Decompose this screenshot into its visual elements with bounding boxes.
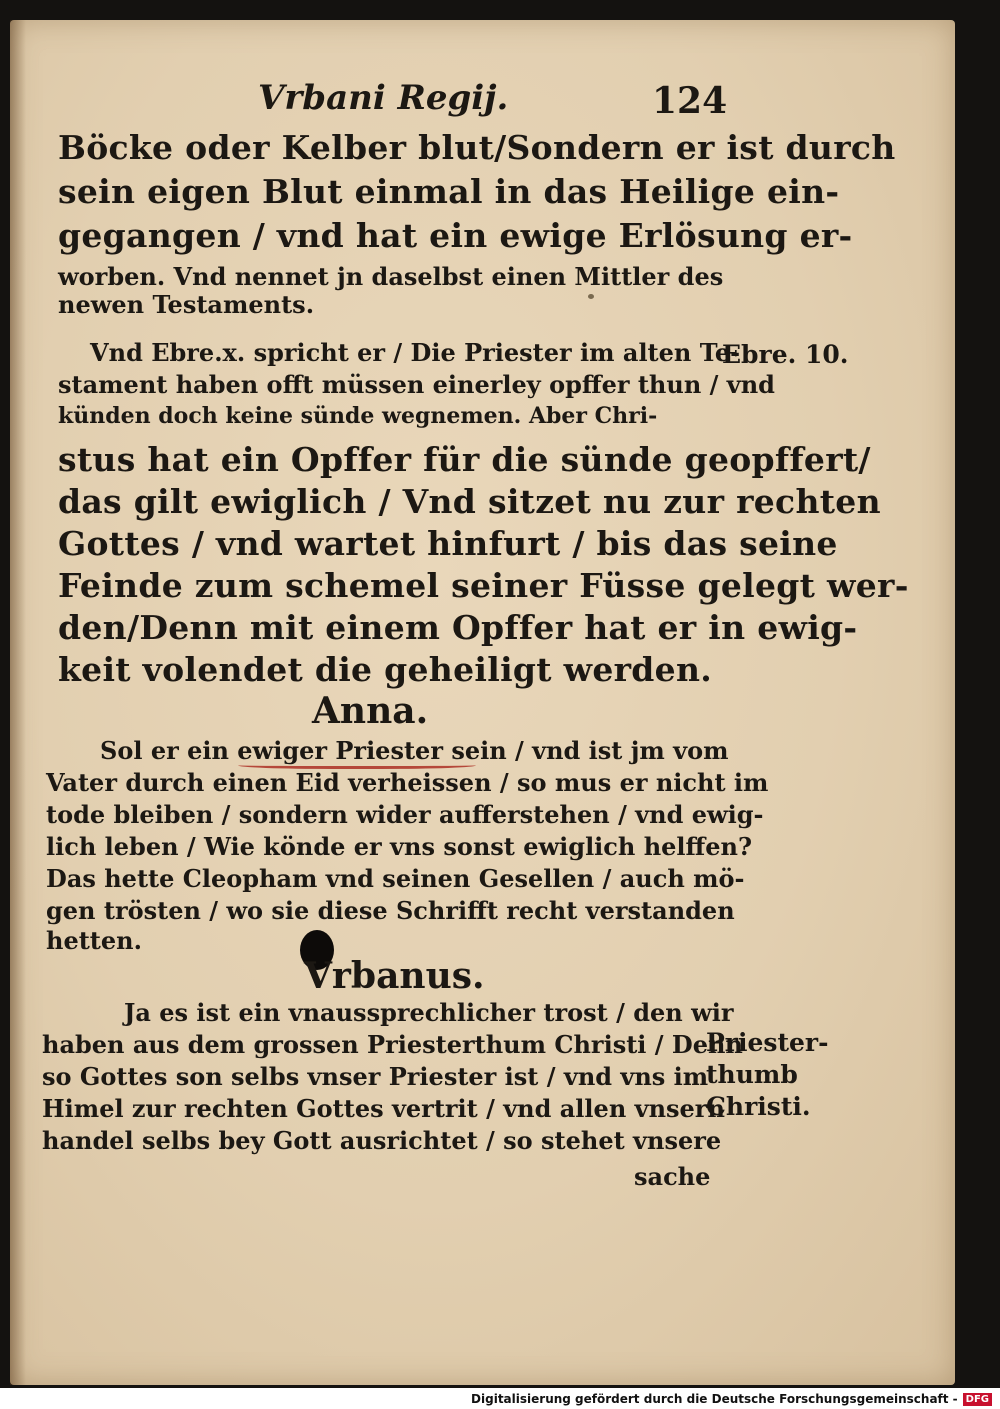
body-line: stus hat ein Opffer für die sünde geopffert/ bbox=[58, 440, 871, 479]
urbanus-line: haben aus dem grossen Priesterthum Christi / Denn bbox=[42, 1030, 743, 1059]
anna-line: Vater durch einen Eid verheissen / so mus er nicht im bbox=[46, 768, 769, 797]
heading-urbanus: Vrbanus. bbox=[304, 955, 485, 997]
anna-line: gen trösten / wo sie diese Schrifft recht verstanden bbox=[46, 896, 735, 925]
margin-note-priesterthumb: Priester- bbox=[706, 1028, 829, 1057]
page-number: 124 bbox=[652, 80, 728, 122]
body-line: Böcke oder Kelber blut/Sondern er ist durch bbox=[58, 128, 896, 167]
urbanus-line: Ja es ist ein vnaussprechlicher trost / den wir bbox=[124, 998, 734, 1027]
anna-line: hetten. bbox=[46, 926, 142, 955]
body-line: Feinde zum schemel seiner Füsse gelegt wer- bbox=[58, 566, 909, 605]
urbanus-line: so Gottes son selbs vnser Priester ist / vnd vns im bbox=[42, 1062, 709, 1091]
body-line: keit volendet die geheiligt werden. bbox=[58, 650, 713, 689]
margin-note-ebre: Ebre. 10. bbox=[722, 340, 849, 369]
urbanus-line: Himel zur rechten Gottes vertrit / vnd allen vnsern bbox=[42, 1094, 725, 1123]
paper-speck bbox=[588, 294, 594, 299]
anna-line: Sol er ein ewiger Priester sein / vnd ist jm vom bbox=[100, 736, 729, 765]
footer-credit-text: Digitalisierung gefördert durch die Deutsche Forschungsgemeinschaft - bbox=[471, 1392, 958, 1406]
body-line: Gottes / vnd wartet hinfurt / bis das seine bbox=[58, 524, 838, 563]
body-line: künden doch keine sünde wegnemen. Aber Chri- bbox=[58, 403, 658, 429]
anna-line: Das hette Cleopham vnd seinen Gesellen / auch mö- bbox=[46, 864, 745, 893]
anna-line: lich leben / Wie könde er vns sonst ewiglich helffen? bbox=[46, 832, 753, 861]
footer-credit bbox=[471, 1389, 992, 1409]
dfg-logo-icon: DFG bbox=[963, 1393, 992, 1406]
body-line: stament haben offt müssen einerley opffer thun / vnd bbox=[58, 370, 775, 399]
body-line: das gilt ewiglich / Vnd sitzet nu zur rechten bbox=[58, 482, 881, 521]
catchword: sache bbox=[634, 1162, 711, 1191]
body-line: Vnd Ebre.x. spricht er / Die Priester im alten Te- bbox=[90, 338, 741, 367]
margin-note-priesterthumb: Christi. bbox=[706, 1092, 811, 1121]
body-line: den/Denn mit einem Opffer hat er in ewig- bbox=[58, 608, 858, 647]
body-line: sein eigen Blut einmal in das Heilige ein- bbox=[58, 172, 840, 211]
anna-line: tode bleiben / sondern wider aufferstehen / vnd ewig- bbox=[46, 800, 764, 829]
margin-note-priesterthumb: thumb bbox=[706, 1060, 798, 1089]
urbanus-line: handel selbs bey Gott ausrichtet / so stehet vnsere bbox=[42, 1126, 722, 1155]
running-title: Vrbani Regij. bbox=[258, 78, 509, 118]
body-line: gegangen / vnd hat ein ewige Erlösung er- bbox=[58, 216, 853, 255]
body-line: worben. Vnd nennet jn daselbst einen Mittler des bbox=[58, 262, 724, 291]
heading-anna: Anna. bbox=[312, 690, 429, 732]
body-line: newen Testaments. bbox=[58, 290, 315, 319]
